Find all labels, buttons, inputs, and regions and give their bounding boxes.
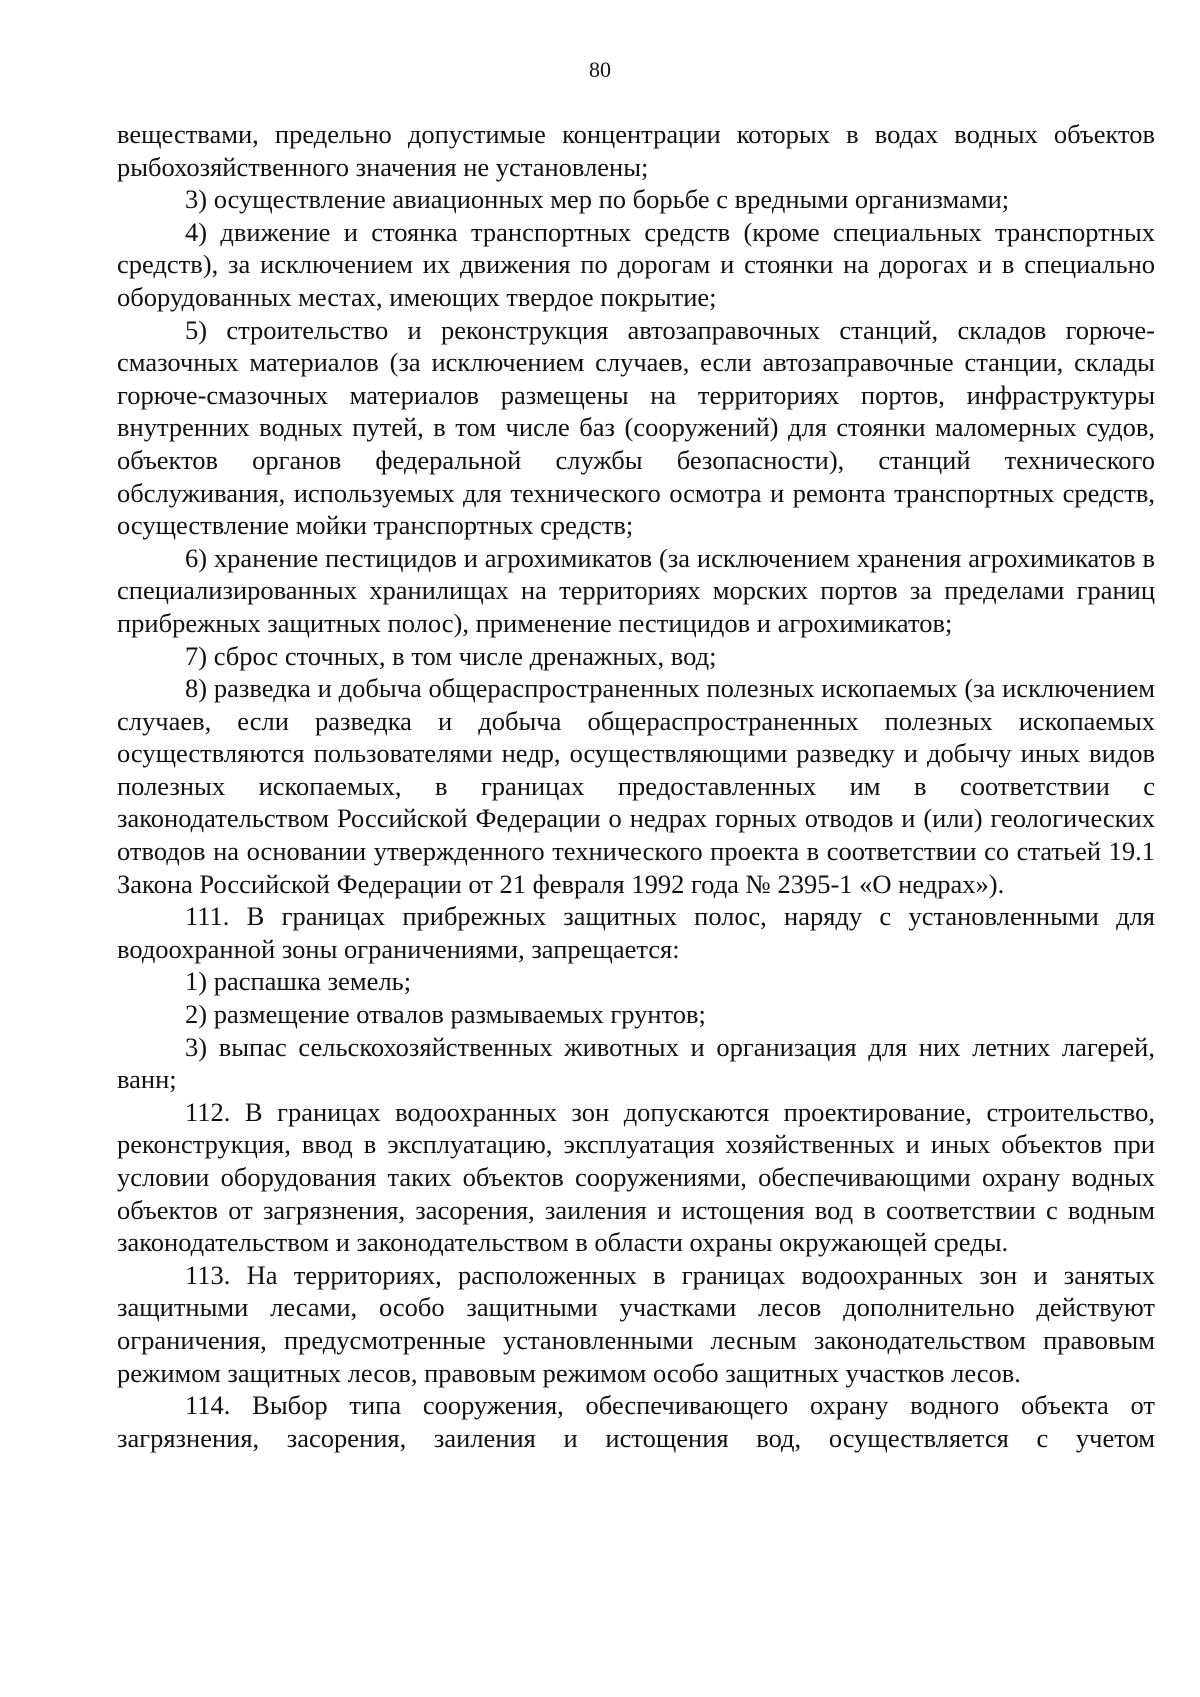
clause-114: 114. Выбор типа сооружения, обеспечивающего охрану водного объекта от загрязнения, засорения, заиления и истощения вод, осуществляется с учетом	[117, 1390, 1155, 1453]
list-item-5: 5) строительство и реконструкция автозаправочных станций, складов горюче-смазочных материалов (за исключением случаев, если автозаправочные станции, склады горюче-смазочных материалов размещены на территориях портов, инфраструктуры внутренних водных путей, в том числе баз (сооружений) для стоянки маломерных судов, объектов органов федеральной службы безопасности), станций технического обслуживания, используемых для технического осмотра и ремонта транспортных средств, осуществление мойки транспортных средств;	[117, 314, 1155, 541]
clause-111: 111. В границах прибрежных защитных полос, наряду с установленными для водоохранной зоны ограничениями, запрещается:	[117, 901, 1155, 964]
clause-113: 113. На территориях, расположенных в границах водоохранных зон и занятых защитными лесами, особо защитными участками лесов дополнительно действуют ограничения, предусмотренные установленными лесным законодательством правовым режимом защитных лесов, правовым режимом особо защитных участков лесов.	[117, 1259, 1155, 1388]
clause-111-item-2: 2) размещение отвалов размываемых грунтов;	[185, 999, 706, 1030]
page-number: 80	[589, 57, 611, 82]
clause-111-item-1: 1) распашка земель;	[185, 966, 412, 997]
list-item-6: 6) хранение пестицидов и агрохимикатов (за исключением хранения агрохимикатов в специализированных хранилищах на территориях морских портов за пределами границ прибрежных защитных полос), применение пестицидов и агрохимикатов;	[117, 542, 1155, 638]
list-item-8: 8) разведка и добыча общераспространенных полезных ископаемых (за исключением случаев, если разведка и добыча общераспространенных полезных ископаемых осуществляются пользователями недр, осуществляющими разведку и добычу иных видов полезных ископаемых, в границах предоставленных им в соответствии с законодательством Российской Федерации о недрах горных отводов и (или) геологических отводов на основании утвержденного технического проекта в соответствии со статьей 19.1 Закона Российской Федерации от 21 февраля 1992 года № 2395-1 «О недрах»).	[117, 673, 1155, 899]
list-item-3: 3) осуществление авиационных мер по борьбе с вредными организмами;	[185, 184, 1010, 215]
list-item-4: 4) движение и стоянка транспортных средств (кроме специальных транспортных средств), за исключением их движения по дорогам и стоянки на дорогах и в специально оборудованных местах, имеющих твердое покрытие;	[117, 216, 1155, 312]
clause-112: 112. В границах водоохранных зон допускаются проектирование, строительство, реконструкция, ввод в эксплуатацию, эксплуатация хозяйственных и иных объектов при условии оборудования таких объектов сооружениями, обеспечивающими охрану водных объектов от загрязнения, засорения, заиления и истощения вод в соответствии с водным законодательством и законодательством в области охраны окружающей среды.	[117, 1096, 1155, 1258]
paragraph-continuation: веществами, предельно допустимые концентрации которых в водах водных объектов рыбохозяйственного значения не установлены;	[117, 119, 1155, 182]
clause-111-item-3: 3) выпас сельскохозяйственных животных и организация для них летних лагерей, ванн;	[117, 1031, 1155, 1095]
list-item-7: 7) сброс сточных, в том числе дренажных, вод;	[185, 640, 717, 671]
document-body	[117, 118, 1155, 1454]
